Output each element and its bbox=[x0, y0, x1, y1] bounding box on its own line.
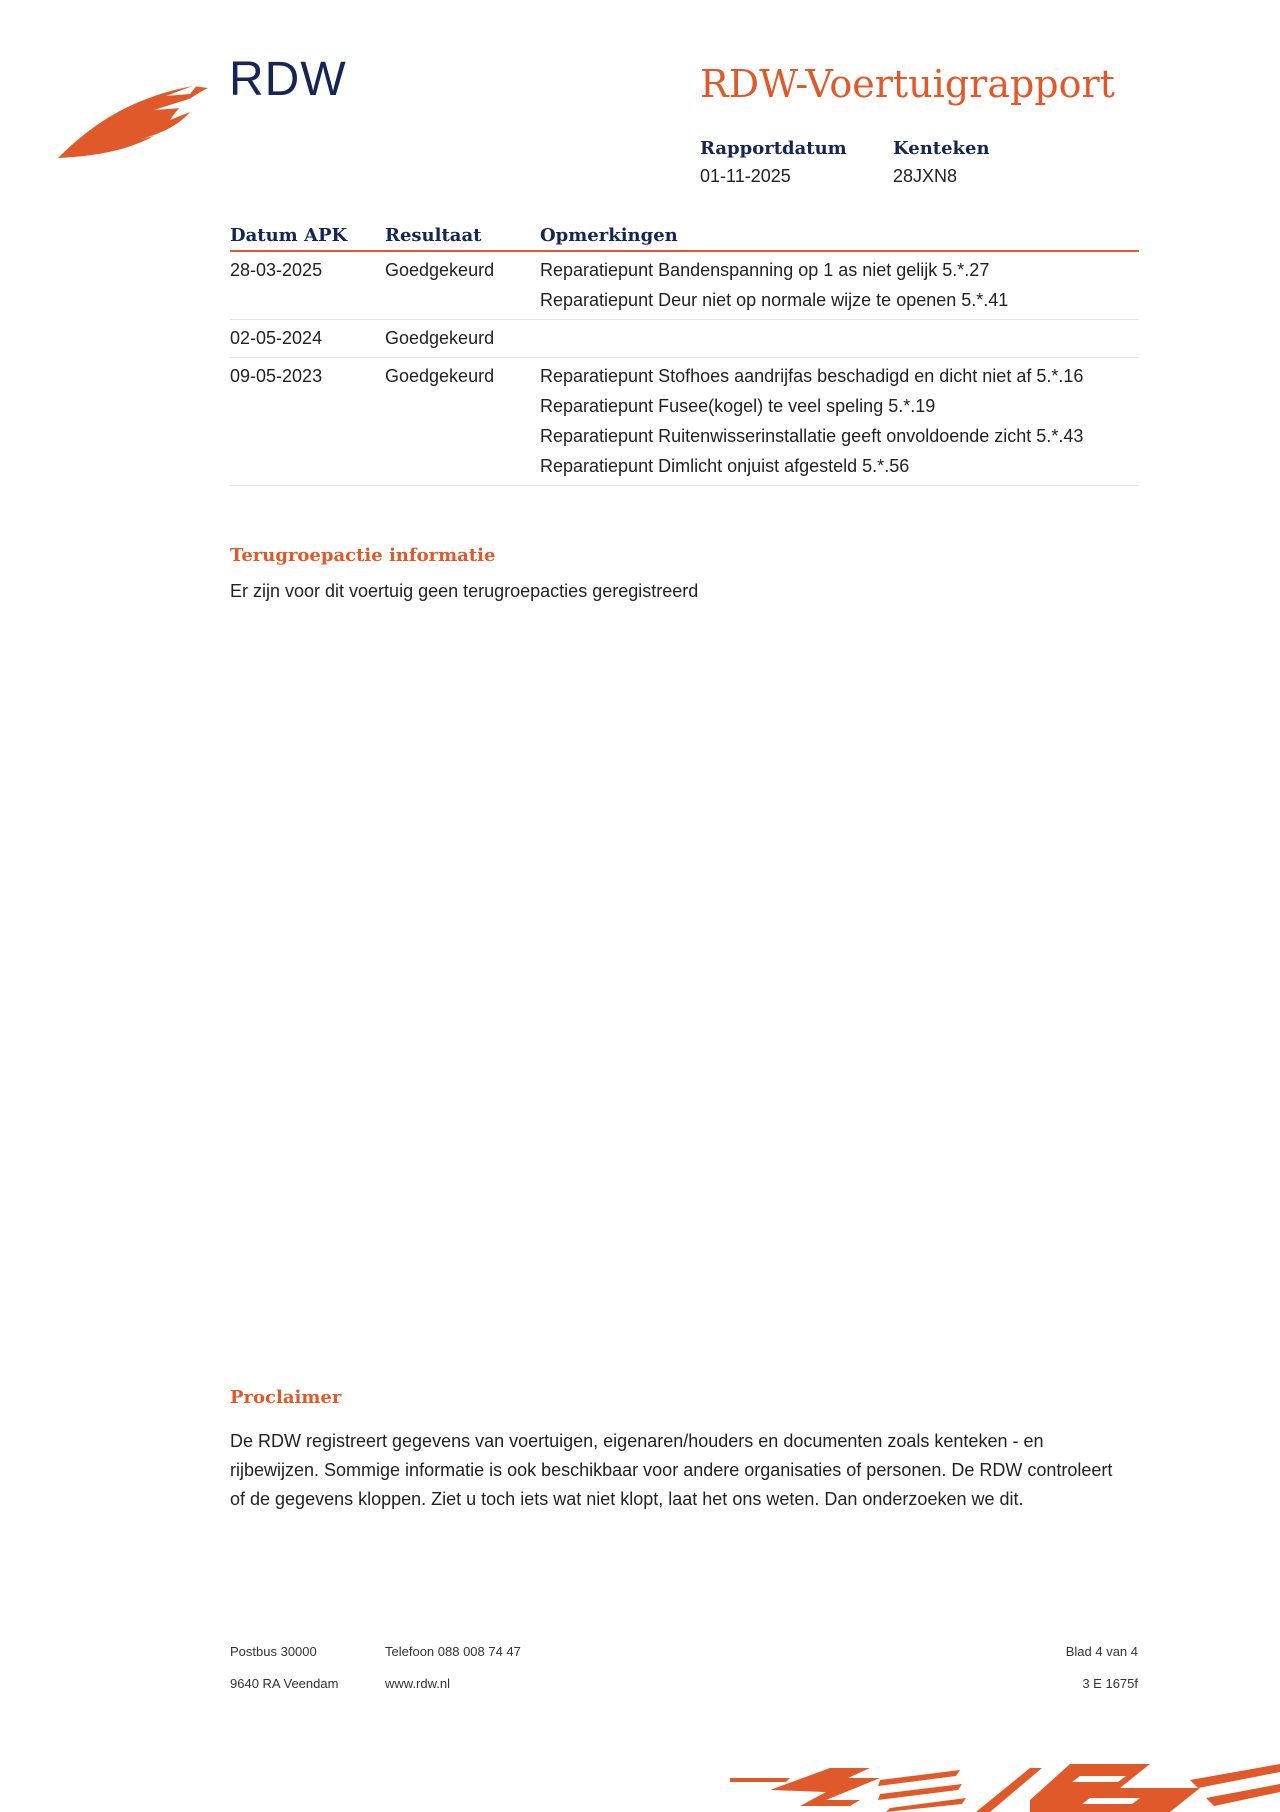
remark-item: Reparatiepunt Ruitenwisserinstallatie geeft onvoldoende zicht 5.*.43 bbox=[540, 426, 1084, 446]
column-header-remarks: Opmerkingen bbox=[540, 223, 1139, 251]
column-header-result: Resultaat bbox=[385, 223, 540, 251]
report-title: RDW-Voertuigrapport bbox=[700, 62, 1115, 106]
apk-date: 28-03-2025 bbox=[230, 251, 385, 320]
footer-address-line2: 9640 RA Veendam bbox=[230, 1676, 339, 1691]
footer-page: Blad 4 van 4 bbox=[1065, 1644, 1138, 1659]
remark-item: Reparatiepunt Dimlicht onjuist afgesteld 5.*.56 bbox=[540, 456, 910, 476]
remark-item: Reparatiepunt Bandenspanning op 1 as niet gelijk 5.*.27 bbox=[540, 260, 990, 280]
apk-remarks bbox=[540, 358, 1139, 486]
recall-text: Er zijn voor dit voertuig geen terugroepacties geregistreerd bbox=[230, 581, 699, 601]
table-header-row bbox=[230, 223, 1139, 251]
column-header-date: Datum APK bbox=[230, 223, 385, 251]
footer-website: www.rdw.nl bbox=[385, 1676, 451, 1691]
apk-remarks bbox=[540, 251, 1139, 320]
plate-label: Kenteken bbox=[893, 138, 990, 159]
footer-code: 3 E 1675f bbox=[1082, 1676, 1138, 1691]
apk-result: Goedgekeurd bbox=[385, 358, 540, 486]
rdw-logo-icon bbox=[58, 78, 208, 160]
apk-date: 09-05-2023 bbox=[230, 358, 385, 486]
rdw-stripes-icon bbox=[730, 1760, 1280, 1812]
report-date-label: Rapportdatum bbox=[700, 138, 847, 159]
apk-remarks bbox=[540, 320, 1139, 358]
apk-result: Goedgekeurd bbox=[385, 320, 540, 358]
apk-result: Goedgekeurd bbox=[385, 251, 540, 320]
apk-date: 02-05-2024 bbox=[230, 320, 385, 358]
logo-text: RDW bbox=[229, 53, 347, 106]
table-row bbox=[230, 320, 1139, 358]
remark-item: Reparatiepunt Stofhoes aandrijfas beschadigd en dicht niet af 5.*.16 bbox=[540, 366, 1084, 386]
plate-value: 28JXN8 bbox=[893, 166, 958, 186]
recall-title: Terugroepactie informatie bbox=[230, 545, 496, 566]
footer-phone: Telefoon 088 008 74 47 bbox=[385, 1644, 521, 1659]
proclaimer-text: De RDW registreert gegevens van voertuigen, eigenaren/houders en documenten zoals kenteken - en rijbewijzen. Sommige informatie is ook beschikbaar voor andere organisaties of personen. De RDW controleert of de gegevens kloppen. Ziet u toch iets wat niet klopt, laat het ons weten. Dan onderzoeken we dit. bbox=[230, 1431, 1113, 1509]
footer-address-line1: Postbus 30000 bbox=[230, 1644, 317, 1659]
apk-table bbox=[230, 223, 1139, 486]
table-row bbox=[230, 251, 1139, 320]
report-date-value: 01-11-2025 bbox=[700, 166, 791, 186]
remark-item: Reparatiepunt Fusee(kogel) te veel speling 5.*.19 bbox=[540, 396, 936, 416]
remark-item: Reparatiepunt Deur niet op normale wijze te openen 5.*.41 bbox=[540, 290, 1009, 310]
proclaimer-title: Proclaimer bbox=[230, 1387, 342, 1408]
table-row bbox=[230, 358, 1139, 486]
